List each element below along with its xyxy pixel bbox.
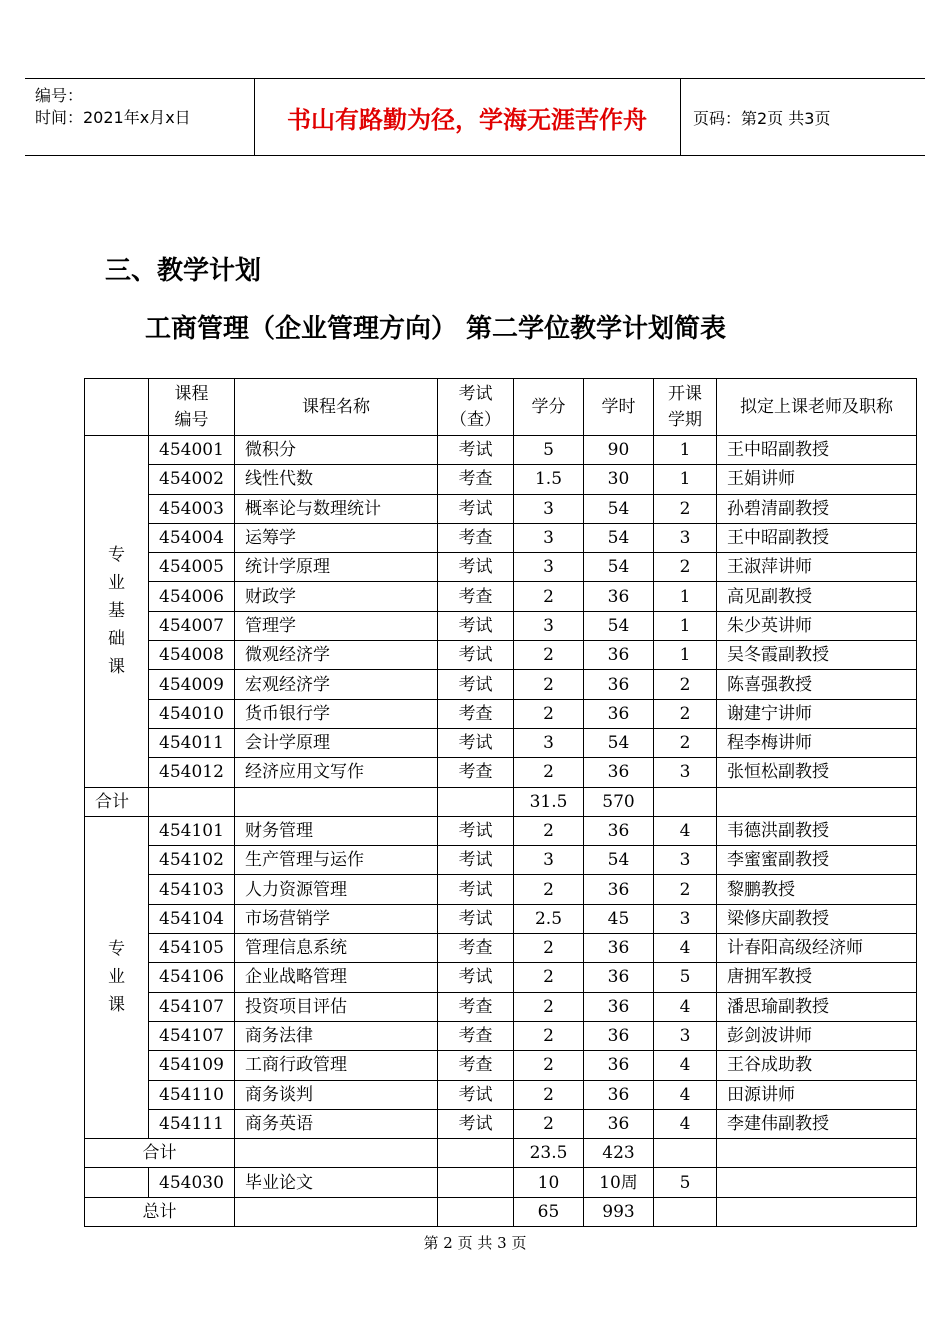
course-hours: 36 bbox=[584, 582, 654, 611]
course-code: 454006 bbox=[149, 582, 235, 611]
header-name: 课程名称 bbox=[235, 379, 438, 436]
course-name: 工商行政管理 bbox=[235, 1051, 438, 1080]
course-hours: 36 bbox=[584, 641, 654, 670]
course-name: 概率论与数理统计 bbox=[235, 494, 438, 523]
course-credit: 2 bbox=[514, 641, 584, 670]
course-name: 管理学 bbox=[235, 611, 438, 640]
empty-cell bbox=[717, 1168, 917, 1197]
course-code: 454001 bbox=[149, 436, 235, 465]
course-term: 3 bbox=[654, 758, 717, 787]
course-code: 454007 bbox=[149, 611, 235, 640]
course-name: 财务管理 bbox=[235, 816, 438, 845]
course-exam: 考试 bbox=[438, 1080, 514, 1109]
course-teacher: 计春阳高级经济师 bbox=[717, 934, 917, 963]
header-exam: 考试 （查） bbox=[438, 379, 514, 436]
course-credit: 2 bbox=[514, 758, 584, 787]
course-name: 企业战略管理 bbox=[235, 963, 438, 992]
course-exam: 考查 bbox=[438, 582, 514, 611]
course-credit: 2 bbox=[514, 963, 584, 992]
table-row bbox=[85, 465, 917, 494]
course-hours: 36 bbox=[584, 699, 654, 728]
course-hours: 36 bbox=[584, 934, 654, 963]
empty-cell bbox=[235, 1197, 438, 1226]
course-term: 1 bbox=[654, 582, 717, 611]
header-credit: 学分 bbox=[514, 379, 584, 436]
table-row bbox=[85, 816, 917, 845]
course-name: 商务英语 bbox=[235, 1109, 438, 1138]
course-code: 454012 bbox=[149, 758, 235, 787]
course-teacher: 李建伟副教授 bbox=[717, 1109, 917, 1138]
course-name: 生产管理与运作 bbox=[235, 846, 438, 875]
course-code: 454104 bbox=[149, 904, 235, 933]
course-hours: 36 bbox=[584, 1021, 654, 1050]
course-term: 2 bbox=[654, 670, 717, 699]
thesis-code: 454030 bbox=[149, 1168, 235, 1197]
course-teacher: 谢建宁讲师 bbox=[717, 699, 917, 728]
course-hours: 36 bbox=[584, 670, 654, 699]
course-credit: 3 bbox=[514, 523, 584, 552]
table-row bbox=[85, 582, 917, 611]
empty-cell bbox=[438, 1168, 514, 1197]
course-teacher: 朱少英讲师 bbox=[717, 611, 917, 640]
thesis-term: 5 bbox=[654, 1168, 717, 1197]
subtotal-row-group2 bbox=[85, 1139, 917, 1168]
course-teacher: 王娟讲师 bbox=[717, 465, 917, 494]
course-credit: 2 bbox=[514, 582, 584, 611]
course-exam: 考查 bbox=[438, 1051, 514, 1080]
course-name: 微积分 bbox=[235, 436, 438, 465]
table-row bbox=[85, 1109, 917, 1138]
course-code: 454004 bbox=[149, 523, 235, 552]
empty-cell bbox=[717, 1197, 917, 1226]
course-teacher: 王中昭副教授 bbox=[717, 436, 917, 465]
group2-category: 专 业 课 bbox=[85, 816, 149, 1138]
table-row bbox=[85, 963, 917, 992]
course-code: 454003 bbox=[149, 494, 235, 523]
course-term: 2 bbox=[654, 875, 717, 904]
header-hours: 学时 bbox=[584, 379, 654, 436]
course-code: 454002 bbox=[149, 465, 235, 494]
course-hours: 36 bbox=[584, 1109, 654, 1138]
course-term: 3 bbox=[654, 904, 717, 933]
course-exam: 考试 bbox=[438, 728, 514, 757]
course-exam: 考试 bbox=[438, 611, 514, 640]
course-exam: 考试 bbox=[438, 904, 514, 933]
table-body bbox=[85, 379, 917, 1227]
course-exam: 考查 bbox=[438, 1021, 514, 1050]
course-hours: 54 bbox=[584, 728, 654, 757]
table-row bbox=[85, 934, 917, 963]
course-credit: 2 bbox=[514, 875, 584, 904]
number-label: 编号： bbox=[35, 86, 84, 105]
header-code: 课程 编号 bbox=[149, 379, 235, 436]
header-term: 开课 学期 bbox=[654, 379, 717, 436]
header-page-info: 页码：第2页 共3页 bbox=[693, 108, 831, 128]
page-footer: 第 2 页 共 3 页 bbox=[423, 1234, 527, 1252]
course-name: 财政学 bbox=[235, 582, 438, 611]
table-row bbox=[85, 904, 917, 933]
course-name: 货币银行学 bbox=[235, 699, 438, 728]
course-term: 1 bbox=[654, 436, 717, 465]
course-teacher: 程李梅讲师 bbox=[717, 728, 917, 757]
course-credit: 2 bbox=[514, 670, 584, 699]
course-exam: 考查 bbox=[438, 992, 514, 1021]
course-exam: 考试 bbox=[438, 436, 514, 465]
course-hours: 90 bbox=[584, 436, 654, 465]
course-credit: 3 bbox=[514, 494, 584, 523]
subtotal-credit: 31.5 bbox=[514, 787, 584, 816]
course-teacher: 孙碧清副教授 bbox=[717, 494, 917, 523]
empty-cell bbox=[438, 1139, 514, 1168]
course-hours: 36 bbox=[584, 1051, 654, 1080]
empty-cell bbox=[149, 787, 235, 816]
header-category bbox=[85, 379, 149, 436]
course-code: 454009 bbox=[149, 670, 235, 699]
course-term: 3 bbox=[654, 846, 717, 875]
course-code: 454011 bbox=[149, 728, 235, 757]
course-teacher: 王谷成助教 bbox=[717, 1051, 917, 1080]
course-credit: 5 bbox=[514, 436, 584, 465]
table-row bbox=[85, 611, 917, 640]
course-hours: 54 bbox=[584, 553, 654, 582]
empty-cell bbox=[654, 1197, 717, 1226]
total-row bbox=[85, 1197, 917, 1226]
course-credit: 3 bbox=[514, 846, 584, 875]
table-row bbox=[85, 875, 917, 904]
empty-cell bbox=[85, 1168, 149, 1197]
course-name: 经济应用文写作 bbox=[235, 758, 438, 787]
course-teacher: 潘思瑜副教授 bbox=[717, 992, 917, 1021]
course-teacher: 王中昭副教授 bbox=[717, 523, 917, 552]
document-header bbox=[25, 78, 925, 156]
thesis-hours: 10周 bbox=[584, 1168, 654, 1197]
course-name: 统计学原理 bbox=[235, 553, 438, 582]
course-credit: 2 bbox=[514, 816, 584, 845]
course-code: 454106 bbox=[149, 963, 235, 992]
course-hours: 54 bbox=[584, 523, 654, 552]
course-term: 1 bbox=[654, 641, 717, 670]
course-term: 2 bbox=[654, 494, 717, 523]
course-teacher: 梁修庆副教授 bbox=[717, 904, 917, 933]
table-header-row bbox=[85, 379, 917, 436]
table-row bbox=[85, 670, 917, 699]
course-teacher: 李蜜蜜副教授 bbox=[717, 846, 917, 875]
course-teacher: 黎鹏教授 bbox=[717, 875, 917, 904]
course-teacher: 王淑萍讲师 bbox=[717, 553, 917, 582]
header-teacher: 拟定上课老师及职称 bbox=[717, 379, 917, 436]
course-exam: 考试 bbox=[438, 963, 514, 992]
course-credit: 2.5 bbox=[514, 904, 584, 933]
subtotal-label: 合计 bbox=[85, 1139, 235, 1168]
course-term: 4 bbox=[654, 1080, 717, 1109]
course-teacher: 唐拥军教授 bbox=[717, 963, 917, 992]
course-code: 454111 bbox=[149, 1109, 235, 1138]
empty-cell bbox=[717, 787, 917, 816]
table-row bbox=[85, 1051, 917, 1080]
course-hours: 36 bbox=[584, 816, 654, 845]
course-code: 454103 bbox=[149, 875, 235, 904]
course-hours: 54 bbox=[584, 611, 654, 640]
empty-cell bbox=[654, 787, 717, 816]
course-code: 454010 bbox=[149, 699, 235, 728]
table-row bbox=[85, 758, 917, 787]
course-credit: 1.5 bbox=[514, 465, 584, 494]
table-title: 工商管理（企业管理方向） 第二学位教学计划简表 bbox=[145, 314, 727, 344]
course-credit: 3 bbox=[514, 611, 584, 640]
course-teacher: 韦德洪副教授 bbox=[717, 816, 917, 845]
empty-cell bbox=[438, 787, 514, 816]
group1-category: 专 业 基 础 课 bbox=[85, 436, 149, 788]
thesis-name: 毕业论文 bbox=[235, 1168, 438, 1197]
course-exam: 考查 bbox=[438, 758, 514, 787]
course-credit: 3 bbox=[514, 553, 584, 582]
course-name: 管理信息系统 bbox=[235, 934, 438, 963]
subtotal-row-group1 bbox=[85, 787, 917, 816]
total-hours: 993 bbox=[584, 1197, 654, 1226]
total-credit: 65 bbox=[514, 1197, 584, 1226]
course-code: 454110 bbox=[149, 1080, 235, 1109]
course-term: 1 bbox=[654, 465, 717, 494]
course-hours: 36 bbox=[584, 963, 654, 992]
teaching-plan-table bbox=[84, 378, 917, 1227]
course-term: 2 bbox=[654, 699, 717, 728]
header-meta bbox=[25, 79, 255, 155]
course-name: 市场营销学 bbox=[235, 904, 438, 933]
course-hours: 54 bbox=[584, 494, 654, 523]
total-label: 总计 bbox=[85, 1197, 235, 1226]
course-teacher: 吴冬霞副教授 bbox=[717, 641, 917, 670]
course-code: 454107 bbox=[149, 1021, 235, 1050]
course-term: 4 bbox=[654, 992, 717, 1021]
course-teacher: 张恒松副教授 bbox=[717, 758, 917, 787]
course-term: 3 bbox=[654, 523, 717, 552]
table-row bbox=[85, 699, 917, 728]
subtotal-hours: 423 bbox=[584, 1139, 654, 1168]
course-exam: 考试 bbox=[438, 846, 514, 875]
course-exam: 考试 bbox=[438, 641, 514, 670]
course-exam: 考查 bbox=[438, 699, 514, 728]
empty-cell bbox=[235, 787, 438, 816]
course-exam: 考试 bbox=[438, 816, 514, 845]
course-term: 2 bbox=[654, 728, 717, 757]
table-row bbox=[85, 436, 917, 465]
empty-cell bbox=[654, 1139, 717, 1168]
course-hours: 36 bbox=[584, 758, 654, 787]
course-term: 4 bbox=[654, 1051, 717, 1080]
subtotal-hours: 570 bbox=[584, 787, 654, 816]
course-name: 人力资源管理 bbox=[235, 875, 438, 904]
header-motto: 书山有路勤为径，学海无涯苦作舟 bbox=[254, 79, 681, 155]
course-exam: 考试 bbox=[438, 1109, 514, 1138]
course-credit: 3 bbox=[514, 728, 584, 757]
course-credit: 2 bbox=[514, 934, 584, 963]
table-row bbox=[85, 641, 917, 670]
course-hours: 36 bbox=[584, 875, 654, 904]
course-teacher: 彭剑波讲师 bbox=[717, 1021, 917, 1050]
course-term: 4 bbox=[654, 816, 717, 845]
course-exam: 考查 bbox=[438, 934, 514, 963]
table-row bbox=[85, 523, 917, 552]
course-credit: 2 bbox=[514, 1109, 584, 1138]
course-term: 3 bbox=[654, 1021, 717, 1050]
course-term: 4 bbox=[654, 934, 717, 963]
course-code: 454109 bbox=[149, 1051, 235, 1080]
course-exam: 考试 bbox=[438, 553, 514, 582]
course-hours: 45 bbox=[584, 904, 654, 933]
section-title: 三、教学计划 bbox=[105, 256, 262, 286]
course-teacher: 陈喜强教授 bbox=[717, 670, 917, 699]
course-name: 商务法律 bbox=[235, 1021, 438, 1050]
course-term: 5 bbox=[654, 963, 717, 992]
course-hours: 36 bbox=[584, 992, 654, 1021]
course-name: 商务谈判 bbox=[235, 1080, 438, 1109]
course-name: 线性代数 bbox=[235, 465, 438, 494]
course-teacher: 高见副教授 bbox=[717, 582, 917, 611]
course-credit: 2 bbox=[514, 1080, 584, 1109]
course-term: 2 bbox=[654, 553, 717, 582]
thesis-credit: 10 bbox=[514, 1168, 584, 1197]
course-code: 454107 bbox=[149, 992, 235, 1021]
table-row bbox=[85, 846, 917, 875]
course-credit: 2 bbox=[514, 699, 584, 728]
table-row bbox=[85, 553, 917, 582]
empty-cell bbox=[717, 1139, 917, 1168]
course-code: 454005 bbox=[149, 553, 235, 582]
course-name: 会计学原理 bbox=[235, 728, 438, 757]
table-row bbox=[85, 992, 917, 1021]
thesis-row bbox=[85, 1168, 917, 1197]
table-row bbox=[85, 494, 917, 523]
empty-cell bbox=[235, 1139, 438, 1168]
course-term: 4 bbox=[654, 1109, 717, 1138]
course-name: 投资项目评估 bbox=[235, 992, 438, 1021]
table-row bbox=[85, 728, 917, 757]
course-name: 宏观经济学 bbox=[235, 670, 438, 699]
course-hours: 54 bbox=[584, 846, 654, 875]
course-code: 454102 bbox=[149, 846, 235, 875]
time-label: 时间：2021年x月x日 bbox=[35, 108, 191, 127]
subtotal-credit: 23.5 bbox=[514, 1139, 584, 1168]
subtotal-label: 合计 bbox=[85, 787, 149, 816]
table-row bbox=[85, 1021, 917, 1050]
course-code: 454101 bbox=[149, 816, 235, 845]
course-exam: 考查 bbox=[438, 523, 514, 552]
course-teacher: 田源讲师 bbox=[717, 1080, 917, 1109]
course-code: 454008 bbox=[149, 641, 235, 670]
empty-cell bbox=[438, 1197, 514, 1226]
course-name: 微观经济学 bbox=[235, 641, 438, 670]
course-code: 454105 bbox=[149, 934, 235, 963]
table-row bbox=[85, 1080, 917, 1109]
course-hours: 36 bbox=[584, 1080, 654, 1109]
course-exam: 考试 bbox=[438, 875, 514, 904]
course-credit: 2 bbox=[514, 1051, 584, 1080]
course-exam: 考查 bbox=[438, 465, 514, 494]
course-exam: 考试 bbox=[438, 494, 514, 523]
course-hours: 30 bbox=[584, 465, 654, 494]
course-credit: 2 bbox=[514, 992, 584, 1021]
course-term: 1 bbox=[654, 611, 717, 640]
course-exam: 考试 bbox=[438, 670, 514, 699]
course-name: 运筹学 bbox=[235, 523, 438, 552]
course-credit: 2 bbox=[514, 1021, 584, 1050]
